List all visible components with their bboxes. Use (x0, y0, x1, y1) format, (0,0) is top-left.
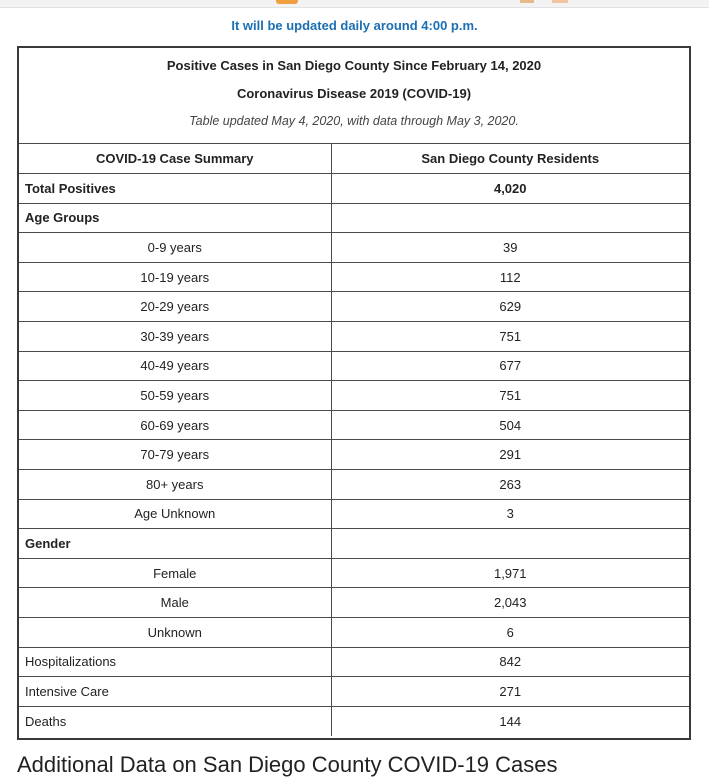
row-label: Age Groups (19, 203, 331, 233)
table-row (19, 588, 689, 618)
table-row (19, 292, 689, 322)
row-value: 629 (331, 292, 689, 322)
row-label: 20-29 years (19, 292, 331, 322)
row-value: 842 (331, 647, 689, 677)
table-row (19, 706, 689, 736)
table-updated-note: Table updated May 4, 2020, with data through May 3, 2020. (189, 114, 519, 128)
table-row (19, 499, 689, 529)
row-label: 80+ years (19, 470, 331, 500)
table-row (19, 677, 689, 707)
additional-data-heading: Additional Data on San Diego County COVID-19 Cases (17, 752, 558, 777)
row-label: 50-59 years (19, 381, 331, 411)
row-label: Gender (19, 529, 331, 559)
row-value (331, 529, 689, 559)
table-row (19, 440, 689, 470)
row-label: Male (19, 588, 331, 618)
data-table (19, 144, 689, 736)
table-row (19, 410, 689, 440)
row-value: 271 (331, 677, 689, 707)
row-label: 40-49 years (19, 351, 331, 381)
table-row (19, 203, 689, 233)
row-label: 0-9 years (19, 233, 331, 263)
table-row (19, 233, 689, 263)
row-value: 2,043 (331, 588, 689, 618)
row-value: 3 (331, 499, 689, 529)
row-value: 144 (331, 706, 689, 736)
table-row (19, 381, 689, 411)
column-header-summary: COVID-19 Case Summary (19, 144, 331, 174)
case-summary-table (17, 46, 691, 740)
row-label: 60-69 years (19, 410, 331, 440)
top-toolbar-strip (0, 0, 709, 8)
row-label: Total Positives (19, 174, 331, 204)
row-label: Hospitalizations (19, 647, 331, 677)
table-row (19, 470, 689, 500)
row-label: 10-19 years (19, 262, 331, 292)
table-row (19, 529, 689, 559)
row-label: Unknown (19, 618, 331, 648)
toolbar-fragment (276, 0, 298, 4)
update-schedule-note: It will be updated daily around 4:00 p.m. (231, 18, 478, 33)
row-value: 4,020 (331, 174, 689, 204)
table-title: Positive Cases in San Diego County Since February 14, 2020 (166, 58, 542, 73)
row-label: Intensive Care (19, 677, 331, 707)
row-label: 30-39 years (19, 322, 331, 352)
row-label: 70-79 years (19, 440, 331, 470)
table-row (19, 174, 689, 204)
table-row (19, 351, 689, 381)
table-row (19, 618, 689, 648)
row-label: Age Unknown (19, 499, 331, 529)
row-value: 1,971 (331, 558, 689, 588)
row-value: 112 (331, 262, 689, 292)
row-label: Female (19, 558, 331, 588)
row-value: 504 (331, 410, 689, 440)
header-row (19, 144, 689, 174)
table-subtitle: Coronavirus Disease 2019 (COVID-19) (236, 86, 472, 101)
row-value: 263 (331, 470, 689, 500)
row-value: 291 (331, 440, 689, 470)
row-value: 677 (331, 351, 689, 381)
table-row (19, 262, 689, 292)
toolbar-fragment (520, 0, 534, 3)
table-row (19, 647, 689, 677)
row-value: 39 (331, 233, 689, 263)
toolbar-fragment (552, 0, 568, 3)
row-label: Deaths (19, 706, 331, 736)
row-value (331, 203, 689, 233)
column-header-residents: San Diego County Residents (331, 144, 689, 174)
row-value: 6 (331, 618, 689, 648)
table-row (19, 322, 689, 352)
row-value: 751 (331, 322, 689, 352)
table-row (19, 558, 689, 588)
table-title-block (19, 48, 689, 144)
row-value: 751 (331, 381, 689, 411)
